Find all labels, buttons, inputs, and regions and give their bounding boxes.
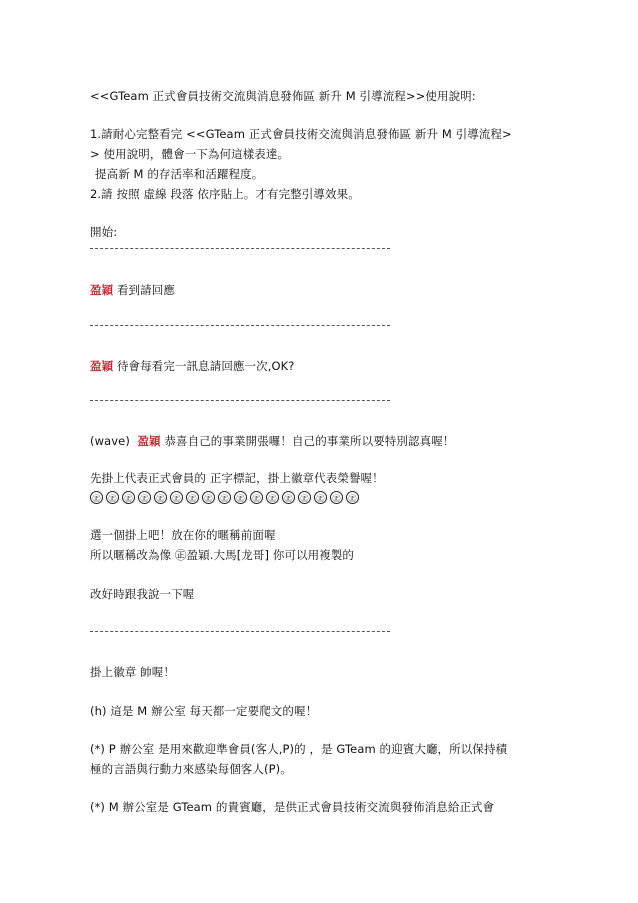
notify-line: 改好時跟我說一下喔	[90, 587, 195, 601]
badge-glyph: ㊣	[90, 491, 103, 504]
section-3-line	[90, 433, 454, 449]
m-office-desc-line: (*) M 辦公室是 GTeam 的貴賓廳，是供正式會員技術交流與發佈消息給正式會	[90, 800, 495, 814]
badge-glyph: ㊣	[266, 491, 279, 504]
wave-emote: (wave)	[90, 434, 130, 448]
section-3-text: 恭喜自己的事業開張囉！自己的事業所以要特別認真喔！	[160, 434, 455, 448]
m-office-line: (h) 這是 M 辦公室 每天都一定要爬文的喔！	[90, 704, 318, 718]
badge-glyph: ㊣	[346, 491, 359, 504]
dashed-separator	[90, 248, 390, 249]
badge-glyph: ㊣	[122, 491, 135, 504]
section-2-line	[90, 358, 295, 374]
section-2-text: 待會每看完一訊息請回應一次,OK?	[113, 359, 295, 373]
badge-glyph: ㊣	[106, 491, 119, 504]
badge-glyph: ㊣	[186, 491, 199, 504]
start-label: 開始:	[90, 225, 118, 239]
instruction-line-2: > 使用說明，體會一下為何這樣表達。	[90, 147, 290, 161]
instruction-line-4: 2.請 按照 虛線 段落 依序貼上。才有完整引導效果。	[90, 187, 360, 201]
section-1-text: 看到請回應	[113, 283, 175, 297]
badge-glyph: ㊣	[314, 491, 327, 504]
badge-glyph: ㊣	[282, 491, 295, 504]
name-highlight: 盈穎	[90, 359, 114, 373]
badge-glyph: ㊣	[234, 491, 247, 504]
badge-row	[90, 491, 359, 504]
p-office-line-1: (*) P 辦公室 是用來歡迎準會員(客人,P)的 ，是 GTeam 的迎賓大廳，所以保持積	[90, 742, 508, 756]
section-4-title: 掛上徽章 帥喔！	[90, 665, 175, 679]
badge-glyph: ㊣	[250, 491, 263, 504]
badge-glyph: ㊣	[218, 491, 231, 504]
badge-intro-line: 先掛上代表正式會員的 正字標記，掛上徽章代表榮譽喔！	[90, 471, 384, 485]
instruction-line-3: 提高新 M 的存活率和活躍程度。	[95, 167, 264, 181]
name-highlight: 盈穎	[137, 434, 161, 448]
instruction-line-1: 1.請耐心完整看完 <<GTeam 正式會員技術交流與消息發佈區 新升 M 引導流程>	[90, 127, 512, 141]
section-1-line	[90, 282, 175, 298]
badge-glyph: ㊣	[138, 491, 151, 504]
badge-glyph: ㊣	[170, 491, 183, 504]
badge-glyph: ㊣	[202, 491, 215, 504]
dashed-separator	[90, 325, 390, 326]
badge-glyph: ㊣	[154, 491, 167, 504]
badge-glyph: ㊣	[298, 491, 311, 504]
dashed-separator	[90, 400, 390, 401]
p-office-line-2: 極的言語與行動力來感染每個客人(P)。	[90, 762, 292, 776]
dashed-separator	[90, 631, 390, 632]
choose-badge-line: 選一個掛上吧！放在你的暱稱前面喔	[90, 528, 276, 542]
nickname-example-line: 所以暱稱改為像 ㊣盈穎.大馬[龙哥] 你可以用複製的	[90, 548, 355, 562]
document-title: <<GTeam 正式會員技術交流與消息發佈區 新升 M 引導流程>>使用說明:	[90, 89, 476, 103]
name-highlight: 盈穎	[90, 283, 114, 297]
badge-glyph: ㊣	[330, 491, 343, 504]
